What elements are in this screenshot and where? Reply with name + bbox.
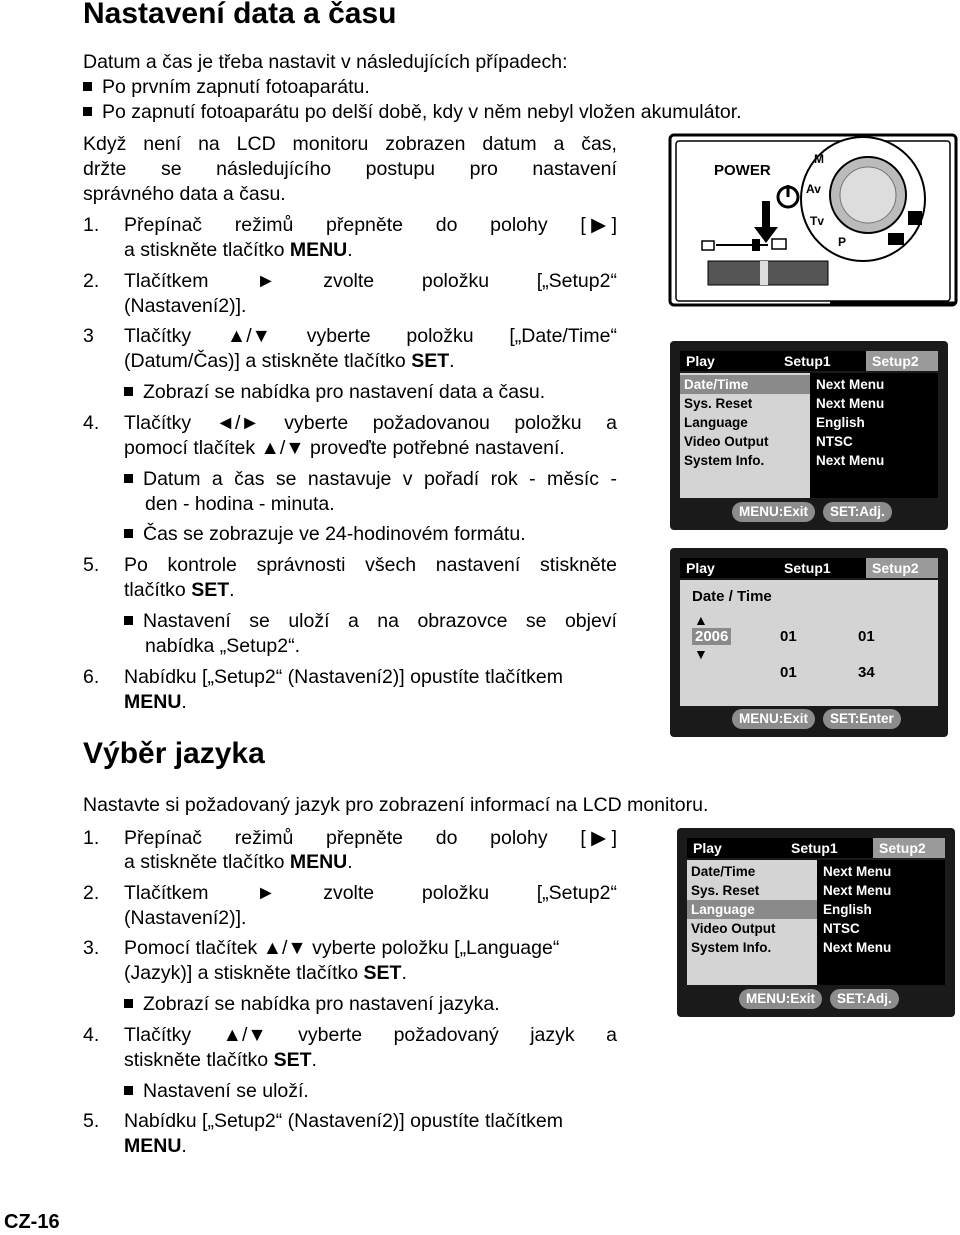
step-number: 4. (83, 1024, 100, 1046)
paragraph-line: Když není na LCD monitoru zobrazen datum a čas, (83, 133, 617, 155)
camera-top-illustration (668, 133, 958, 309)
bullet-note: Čas se zobrazuje ve 24-hodinovém formátu. (124, 522, 526, 546)
set-adj-hint: SET:Adj. (823, 502, 892, 522)
bullet-note: nabídka „Setup2“. (145, 635, 301, 657)
step-number: 5. (83, 554, 100, 576)
step-4-line: stiskněte tlačítko SET. (124, 1049, 317, 1071)
step-number: 4. (83, 412, 100, 434)
camera-mode-dial-icon (668, 133, 958, 309)
lcd-tab-bar (680, 351, 938, 371)
lcd-tab-bar (680, 558, 938, 578)
menu-value: Next Menu (816, 396, 885, 411)
day-field: 01 (858, 628, 875, 645)
step-1-line: Přepínač režimů přepněte do polohy [ ▶ ] (124, 827, 617, 849)
bullet-item: Po zapnutí fotoaparátu po delší době, kdy v něm nebyl vložen akumulátor. (83, 100, 742, 124)
menu-exit-hint: MENU:Exit (732, 709, 815, 729)
step-5-line: tlačítko SET. (124, 579, 235, 601)
hour-field: 01 (780, 664, 797, 681)
step-4-line: Tlačítky ▲/▼ vyberte požadovaný jazyk a (124, 1024, 617, 1046)
power-label: POWER (714, 162, 771, 179)
year-field: 2006 (692, 628, 731, 645)
tab-setup2: Setup2 (873, 838, 945, 858)
step-1-line: a stiskněte tlačítko MENU. (124, 239, 353, 261)
bullet-note: Zobrazí se nabídka pro nastavení jazyka. (124, 992, 500, 1016)
bullet-note: Nastavení se uloží a na obrazovce se objeví (124, 609, 617, 633)
tab-setup1: Setup1 (784, 353, 831, 369)
svg-text:P: P (838, 235, 847, 249)
bullet-square-icon (124, 999, 133, 1008)
menu-value: NTSC (823, 921, 860, 936)
section-title-date-time: Nastavení data a času (83, 0, 397, 30)
step-number: 1. (83, 827, 100, 849)
tab-play: Play (686, 353, 715, 369)
bullet-square-icon (124, 387, 133, 396)
menu-value: Next Menu (816, 377, 885, 392)
step-number: 2. (83, 270, 100, 292)
step-5-line: Po kontrole správnosti všech nastavení stiskněte (124, 554, 617, 576)
bullet-square-icon (83, 107, 92, 116)
menu-item-date-time: Date/Time (691, 864, 756, 879)
tab-play: Play (686, 560, 715, 576)
menu-item-video-output: Video Output (691, 921, 776, 936)
step-6-line: MENU. (124, 691, 187, 713)
lcd-button-hints (732, 502, 892, 522)
lcd-menu-panel (680, 373, 938, 498)
bullet-square-icon (124, 1086, 133, 1095)
bullet-square-icon (124, 616, 133, 625)
lcd-menu-setup2 (670, 341, 948, 530)
svg-text:Av: Av (806, 182, 821, 196)
step-4-line: Tlačítky ◄/► vyberte požadovanou položku a (124, 412, 617, 434)
bullet-note: Datum a čas se nastavuje v pořadí rok - měsíc - (124, 467, 617, 491)
menu-value: Next Menu (816, 453, 885, 468)
bullet-square-icon (83, 82, 92, 91)
bullet-square-icon (124, 529, 133, 538)
lcd-date-panel (680, 580, 938, 706)
minute-field: 34 (858, 664, 875, 681)
menu-value: English (816, 415, 865, 430)
set-adj-hint: SET:Adj. (830, 989, 899, 1009)
paragraph-line: držte se následujícího postupu pro nastavení (83, 158, 617, 180)
set-enter-hint: SET:Enter (823, 709, 901, 729)
month-field: 01 (780, 628, 797, 645)
bullet-note: Nastavení se uloží. (124, 1079, 309, 1103)
paragraph-line: správného data a času. (83, 183, 286, 205)
intro-text: Nastavte si požadovaný jazyk pro zobrazení informací na LCD monitoru. (83, 794, 709, 816)
step-3-line: Pomocí tlačítek ▲/▼ vyberte položku [„Language“ (124, 937, 560, 959)
menu-item-date-time: Date/Time (680, 375, 810, 394)
tab-setup2: Setup2 (866, 351, 938, 371)
date-time-heading: Date / Time (692, 588, 772, 605)
step-6-line: Nabídku [„Setup2“ (Nastavení2)] opustíte tlačítkem (124, 666, 563, 688)
svg-text:Tv: Tv (810, 214, 825, 228)
step-1-line: a stiskněte tlačítko MENU. (124, 851, 353, 873)
step-3-line: (Datum/Čas)] a stiskněte tlačítko SET. (124, 350, 455, 372)
step-2-line: (Nastavení2)]. (124, 907, 247, 929)
menu-exit-hint: MENU:Exit (732, 502, 815, 522)
tab-setup1: Setup1 (791, 840, 838, 856)
svg-text:M: M (814, 152, 824, 166)
step-2-line: Tlačítkem ► zvolte položku [„Setup2“ (124, 270, 617, 292)
tab-setup2: Setup2 (866, 558, 938, 578)
step-number: 1. (83, 214, 100, 236)
section-title-language: Výběr jazyka (83, 737, 265, 770)
lcd-menu-panel (687, 860, 945, 985)
bullet-note: Zobrazí se nabídka pro nastavení data a času. (124, 380, 545, 404)
menu-value: Next Menu (823, 940, 892, 955)
menu-item-sys-reset: Sys. Reset (684, 396, 753, 411)
step-number: 3. (83, 937, 100, 959)
step-number: 5. (83, 1110, 100, 1132)
lcd-tab-bar (687, 838, 945, 858)
menu-item-sys-reset: Sys. Reset (691, 883, 760, 898)
menu-item-video-output: Video Output (684, 434, 769, 449)
menu-value: Next Menu (823, 864, 892, 879)
menu-exit-hint: MENU:Exit (739, 989, 822, 1009)
intro-text: Datum a čas je třeba nastavit v následujících případech: (83, 51, 568, 73)
step-3-line: (Jazyk)] a stiskněte tlačítko SET. (124, 962, 407, 984)
lcd-language-menu (677, 828, 955, 1017)
page-number: CZ-16 (4, 1211, 60, 1233)
menu-item-language: Language (684, 415, 748, 430)
bullet-item: Po prvním zapnutí fotoaparátu. (83, 75, 370, 99)
lcd-date-time (670, 548, 948, 737)
step-3-line: Tlačítky ▲/▼ vyberte položku [„Date/Time“ (124, 325, 617, 347)
step-2-line: Tlačítkem ► zvolte položku [„Setup2“ (124, 882, 617, 904)
menu-item-language: Language (687, 900, 817, 919)
step-1-line: Přepínač režimů přepněte do polohy [ ▶ ] (124, 214, 617, 236)
lcd-button-hints (739, 989, 899, 1009)
step-4-line: pomocí tlačítek ▲/▼ proveďte potřebné nastavení. (124, 437, 565, 459)
step-number: 6. (83, 666, 100, 688)
bullet-square-icon (124, 474, 133, 483)
menu-value: Next Menu (823, 883, 892, 898)
menu-value: NTSC (816, 434, 853, 449)
menu-item-system-info: System Info. (684, 453, 765, 468)
lcd-button-hints (732, 709, 901, 729)
step-5-line: Nabídku [„Setup2“ (Nastavení2)] opustíte tlačítkem (124, 1110, 563, 1132)
up-arrow-icon: ▲ (694, 612, 708, 628)
bullet-note: den - hodina - minuta. (145, 493, 335, 515)
step-2-line: (Nastavení2)]. (124, 295, 247, 317)
tab-play: Play (693, 840, 722, 856)
step-number: 3 (83, 325, 94, 347)
step-number: 2. (83, 882, 100, 904)
menu-item-system-info: System Info. (691, 940, 772, 955)
step-5-line: MENU. (124, 1135, 187, 1157)
down-arrow-icon: ▼ (694, 646, 708, 662)
tab-setup1: Setup1 (784, 560, 831, 576)
menu-value: English (823, 902, 872, 917)
